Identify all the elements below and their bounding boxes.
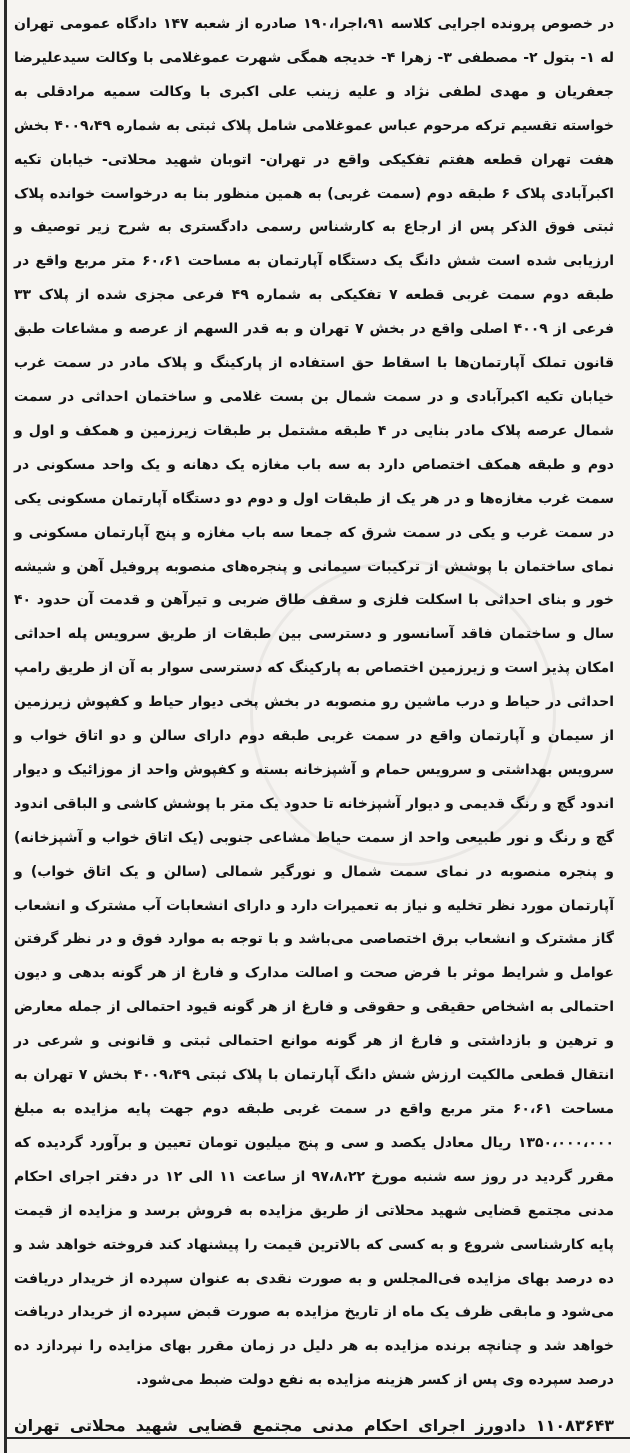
notice-body-text: در خصوص پرونده اجرایی کلاسه ۹۱،اجرا،۱۹۰ صادره از شعبه ۱۴۷ دادگاه عمومی تهران له ۱- بتول ۲- مصطفی ۳- زهرا ۴- خدیجه همگی شهرت عموغلامی با وکالت سیدعلیرضا جعفریان و مهدی لطفی نژاد و علیه زینب علی اکبری با وکالت سمیه مرادقلی به خواسته تقسیم ترکه مرحوم عباس عموغلامی شامل پلاک ثبتی به شماره ۴۰۰۹،۴۹ بخش هفت تهران قطعه هفتم تفکیکی واقع در تهران- اتوبان شهید محلاتی- خیابان تکیه اکبرآبادی پلاک ۶ طبقه دوم (سمت غربی) به همین منظور بنا به درخواست خوانده پلاک ثبتی فوق الذکر پس از ارجاع به کارشناس رسمی دادگستری به شرح زیر توصیف و ارزیابی شده است شش دانگ یک دستگاه آپارتمان به مساحت ۶۰،۶۱ متر مربع واقع در طبقه دوم سمت غربی قطعه ۷ تفکیکی به شماره ۴۹ فرعی مجزی شده از پلاک ۳۳ فرعی از ۴۰۰۹ اصلی واقع در بخش ۷ تهران و به قدر السهم از عرصه و مشاعات طبق قانون تملک آپارتمان‌ها با اسقاط حق استفاده از پارکینگ و پلاک مادر در سمت غرب خیابان تکیه اکبرآبادی و در سمت شمال بن بست غلامی و ساختمان احداثی در سمت شمال عرصه پلاک مادر بنایی در ۴ طبقه مشتمل بر طبقات زیرزمین و همکف و اول و دوم و طبقه همکف اختصاص دارد به سه باب مغازه یک دهانه و یک واحد مسکونی در سمت غرب مغازه‌ها و در هر یک از طبقات اول و دوم دو دستگاه آپارتمان مسکونی یکی در سمت غرب و یکی در سمت شرق که جمعا سه باب مغازه و پنج آپارتمان مسکونی و نمای ساختمان با پوشش از ترکیبات سیمانی و پنجره‌های منصوبه پروفیل آهن و شیشه خور و بنای احداثی با اسکلت فلزی و سقف طاق ضربی و تیرآهن و قدمت آن حدود ۴۰ سال و ساختمان فاقد آسانسور و دسترسی بین طبقات از طریق سرویس پله احداثی امکان پذیر است و زیرزمین اختصاص به پارکینگ که دسترسی سوار به آن از طریق رامپ احداثی در حیاط و درب ماشین رو منصوبه در بخش پخی دیوار حیاط و کفپوش زیرزمین از سیمان و آپارتمان واقع در سمت غربی طبقه دوم دارای سالن و دو اتاق خواب و سرویس بهداشتی و سرویس حمام و آشپزخانه بسته و کفپوش واحد از موزائیک و دیوار اندود گچ و رنگ قدیمی و دیوار آشپزخانه تا حدود یک متر با پوشش کاشی و الباقی اندود گچ و رنگ و نور طبیعی واحد از سمت حیاط مشاعی جنوبی (یک اتاق خواب و آشپزخانه) و پنجره منصوبه در نمای سمت شمال و نورگیر شمالی (سالن و یک اتاق خواب) و آپارتمان مورد نظر تخلیه و نیاز به تعمیرات دارد و دارای انشعابات آب مشترک و انشعاب گاز مشترک و انشعاب برق اختصاصی می‌باشد و با توجه به موارد فوق و در نظر گرفتن عوامل و شرایط موثر با فرض صحت و اصالت مدارک و فارغ از هر گونه بدهی و دیون احتمالی به اشخاص حقیقی و حقوقی و فارغ از هر گونه قیود احتمالی از جمله معارض و ترهین و بازداشتی و فارغ از هر گونه موانع احتمالی ثبتی و قانونی و شرعی در انتقال قطعی مالکیت ارزش شش دانگ آپارتمان با پلاک ثبتی ۴۰۰۹،۴۹ بخش ۷ تهران به مساحت ۶۰،۶۱ متر مربع واقع در سمت غربی طبقه دوم جهت پایه مزایده به مبلغ ۱۳۵۰،۰۰۰،۰۰۰ ریال معادل یکصد و سی و پنج میلیون تومان تعیین و برآورد گردیده که مقرر گردید در روز سه شنبه مورخ ۹۷،۸،۲۲ از ساعت ۱۱ الی ۱۲ در دفتر اجرای احکام مدنی مجتمع قضایی شهید محلاتی از طریق مزایده به فروش برسد و مزایده از قیمت پایه کارشناسی شروع و به کسی که بالاترین قیمت را پیشنهاد کند فروخته خواهد شد و ده درصد بهای مزایده فی‌المجلس و به صورت نقدی به عنوان سپرده از خریدار دریافت می‌شود و مابقی ظرف یک ماه از تاریخ مزایده به صورت قبض سپرده از خریدار دریافت خواهد شد و چنانچه برنده مزایده به هر دلیل در زمان مقرر بهای مزایده را نپردازد ده درصد سپرده وی پس از کسر هزینه مزایده به نفع دولت ضبط می‌شود. <box>14 16 615 1389</box>
column-rule <box>4 0 7 1453</box>
notice-signature: ۱۱۰۸۳۶۴۳ دادورز اجرای احکام مدنی مجتمع قضایی شهید محلاتی تهران <box>14 1416 614 1435</box>
bottom-rule <box>4 1437 630 1439</box>
